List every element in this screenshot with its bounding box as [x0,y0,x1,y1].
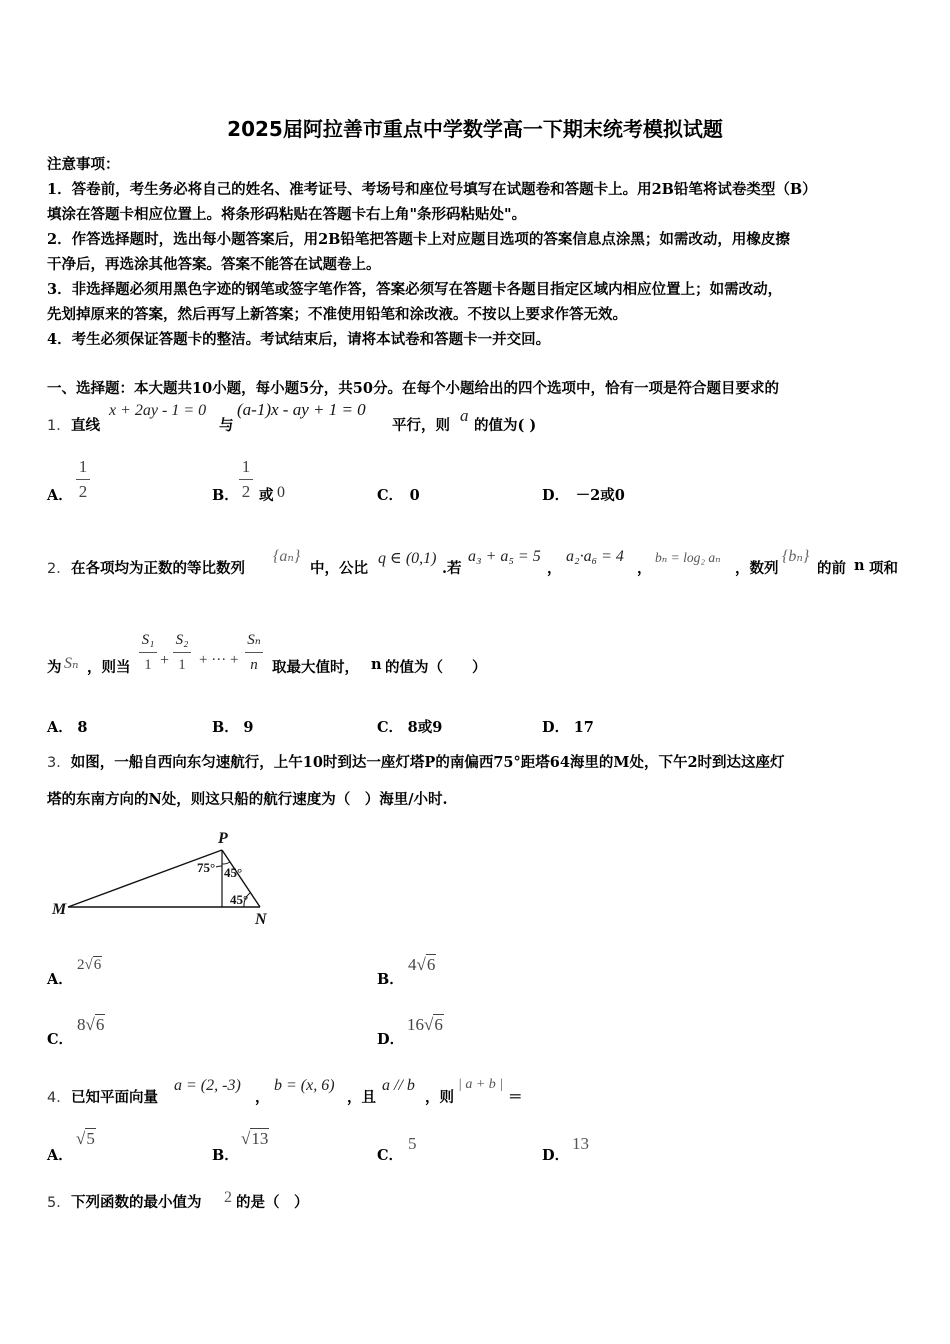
q2-sequence-b: {bₙ} [782,548,810,565]
q3-label-n: N [255,911,267,927]
q1-var-a: a [460,406,469,425]
q4-option-b[interactable] [212,1128,362,1162]
q4-options [47,1128,907,1164]
q3-angle-45-top: 45° [224,865,243,880]
q3-option-a-value: 2√6 [77,957,102,973]
q4-vector-a: a = (2, -3) [174,1077,241,1094]
q1-line-eq-2: (a-1)x - ay + 1 = 0 [237,400,366,419]
q1-option-d[interactable] [542,484,625,505]
q2-text-8: 项和 [869,560,898,577]
q4-option-b-label: B． [212,1147,239,1164]
q3-label-m: M [52,901,67,918]
q1-option-b-fraction [239,457,253,502]
q1-option-a-fraction [76,457,90,502]
notice-line-1: 1．答卷前，考生务必将自己的姓名、准考证号、考场号和座位号填写在试题卷和答题卡上。用2B铅笔将试卷类型（B） [47,181,817,198]
q2-fraction-2 [173,630,191,675]
q3-option-d[interactable] [377,1013,677,1048]
q2-fraction-3 [245,630,263,675]
q1-option-b-denominator: 2 [241,482,251,501]
radicand: 6 [93,957,102,973]
q2-option-b-value: 9 [243,719,254,736]
q2-option-a-value: 8 [77,719,88,736]
q3-option-a[interactable] [47,955,347,988]
q4-option-c[interactable] [377,1128,527,1162]
q2-text-11: 取最大值时， [272,659,359,676]
fraction-bar [239,479,253,480]
question-5 [47,1190,447,1214]
q2-fraction-1 [139,630,157,675]
q1-text-1: 直线 [71,417,100,434]
q1-option-d-label: D． [542,487,570,504]
coefficient: 4 [408,955,417,974]
exam-title: 2025届阿拉善市重点中学数学高一下期末统考模拟试题 [227,117,723,141]
q2-sum-s: Sₙ [64,655,79,672]
q1-options [47,455,907,515]
q1-option-a-denominator: 2 [78,482,88,501]
q2-text-3: .若 [442,560,462,577]
q3-angle-75: 75° [197,860,216,875]
q2-fraction-1-denominator: 1 [144,657,152,673]
q2-text-7: 的前 [817,560,846,577]
q1-line-eq-1: x + 2ay - 1 = 0 [109,402,207,419]
question-3-line-1 [47,751,785,772]
q2-text-10: ，则当 [87,659,131,676]
coefficient: 8 [77,1015,86,1034]
q4-option-d[interactable] [542,1128,692,1162]
notice-line-3b: 先划掉原来的答案，然后再写上新答案；不准使用铅笔和涂改液。不按以上要求作答无效。 [47,306,627,323]
q2-option-d-value: 17 [573,719,594,736]
q4-magnitude: | a + b | [458,1077,504,1092]
q3-option-d-value: 16√6 [407,1015,443,1034]
q4-vector-b: b = (x, 6) [274,1077,335,1094]
q3-angle-45-bottom: 45° [230,892,249,907]
q4-option-c-label: C． [377,1147,404,1164]
q2-option-a-label: A． [47,719,73,736]
q1-option-a-numerator: 1 [78,457,88,476]
q4-option-c-value: 5 [408,1134,417,1153]
q2-fraction-3-denominator: n [250,657,258,673]
radicand: 6 [426,955,436,974]
q4-text-2: ， [255,1089,270,1106]
q1-text-4: 的值为( ) [474,417,537,434]
q3-option-d-label: D． [377,1031,405,1048]
q2-option-b[interactable] [212,716,253,737]
q3-arc-75 [216,866,222,867]
notice-line-4: 4．考生必须保证答题卡的整洁。考试结束后，请将本试卷和答题卡一并交回。 [47,331,551,348]
q1-option-b-label: B． [212,487,239,504]
q2-option-d[interactable] [542,716,594,737]
notice-line-2b: 干净后，再选涂其他答案。答案不能答在试题卷上。 [47,256,381,273]
q2-plus: + [160,652,170,669]
q4-parallel: a // b [382,1077,415,1094]
q4-option-b-value: √13 [241,1129,269,1148]
q4-number: 4． [47,1090,71,1106]
q3-options [47,955,907,1055]
q2-number: 2． [47,561,71,577]
q3-option-a-label: A． [47,971,73,988]
q1-option-c-label: C． [377,487,404,504]
q2-text-n-2: n [371,656,382,673]
q5-text-2: 的是（ ） [236,1194,309,1211]
q3-text-2: 塔的东南方向的N处，则这只船的航行速度为（ ）海里/小时. [47,791,448,808]
q5-number: 5． [47,1195,71,1211]
q2-text-4: ， [547,560,562,577]
q4-text-5: ＝ [508,1089,523,1106]
notice-heading: 注意事项： [47,156,120,173]
q1-option-a-label: A． [47,487,73,504]
q2-text-9: 为 [47,659,62,676]
q2-fraction-1-numerator: S₁ [141,632,155,648]
q1-option-d-value: －2或0 [575,487,625,504]
q4-option-d-label: D． [542,1147,570,1164]
q2-options [47,716,907,736]
notice-line-1b: 填涂在答题卡相应位置上。将条形码粘贴在答题卡右上角"条形码粘贴处"。 [47,206,527,223]
q2-bn-def: bₙ = log₂ aₙ [655,550,721,565]
coefficient: 16 [407,1015,424,1034]
q2-sequence-a: {aₙ} [273,548,301,565]
q2-fraction-3-numerator: Sₙ [247,632,261,648]
q2-text-6: ，数列 [735,560,779,577]
q2-text-1: 在各项均为正数的等比数列 [71,560,245,577]
fraction-bar [245,652,263,653]
radicand: 5 [86,1129,95,1148]
q1-text-3: 平行，则 [392,417,450,434]
question-2-line-1 [47,540,907,580]
q3-label-p: P [218,830,228,847]
q3-number: 3． [47,755,71,771]
q2-option-c-value: 8或9 [407,719,443,736]
q4-option-a-value: √5 [76,1129,95,1148]
q4-text-4: ，则 [425,1089,454,1106]
question-2-line-2 [47,628,907,680]
radicand: 6 [434,1015,443,1034]
q3-arc-45-top [222,862,230,864]
q2-option-d-label: D． [542,719,570,736]
q2-text-n-1: n [854,557,865,574]
q2-dots: + ··· + [199,652,239,668]
q1-option-b-numerator: 1 [241,457,251,476]
q3-option-b-label: B． [377,971,404,988]
q2-option-c-label: C． [377,719,404,736]
q3-option-b-value: 4√6 [408,955,436,974]
notice-line-3: 3．非选择题必须用黑色字迹的钢笔或签字笔作答，答案必须写在答题卡各题目指定区域内相应位置上；如需改动， [47,281,783,298]
radicand: 6 [95,1015,105,1034]
q2-option-c[interactable] [377,716,442,737]
q1-text-2: 与 [219,417,234,434]
q2-condition-2: a₂·a₆ = 4 [566,548,624,565]
q2-text-12: 的值为（ ） [385,659,487,676]
q4-option-d-value: 13 [572,1134,589,1153]
q1-number: 1． [47,418,71,434]
q1-option-b-zero: 0 [277,484,285,501]
q3-option-c-value: 8√6 [77,1015,105,1034]
radicand: 13 [251,1129,269,1148]
fraction-bar [139,652,157,653]
q1-option-b-or: 或 [259,487,274,504]
q4-text-3: ，且 [347,1089,376,1106]
q2-condition-1: a₃ + a₅ = 5 [468,548,541,565]
q3-option-b[interactable] [377,955,677,988]
q5-text-1: 下列函数的最小值为 [71,1194,202,1211]
section-heading: 一、选择题：本大题共10小题，每小题5分，共50分。在每个小题给出的四个选项中，恰有一项是符合题目要求的 [47,380,779,397]
q4-option-a[interactable] [47,1128,197,1162]
q2-ratio-range: q ∈ (0,1) [378,550,437,567]
q3-option-c-label: C． [47,1031,74,1048]
q5-min-value: 2 [224,1189,232,1206]
q2-text-5: ， [637,560,652,577]
q2-text-2: 中，公比 [310,560,368,577]
q2-fraction-2-denominator: 1 [178,657,186,673]
q3-line-mp [68,850,222,907]
fraction-bar [76,479,90,480]
q3-triangle-figure [50,827,290,927]
q2-option-b-label: B． [212,719,239,736]
q2-fraction-2-numerator: S₂ [175,632,189,648]
fraction-bar [173,652,191,653]
q3-text-1: 如图，一船自西向东匀速航行，上午10时到达一座灯塔P的南偏西75°距塔64海里的M处，下午2时到达这座灯 [70,754,785,771]
q2-option-a[interactable] [47,716,87,737]
q3-option-c[interactable] [47,1013,347,1048]
q4-option-a-label: A． [47,1147,73,1164]
coefficient: 2 [77,957,85,973]
question-4 [47,1073,907,1106]
q1-option-c[interactable] [377,484,420,505]
q1-option-c-value: 0 [409,487,420,504]
q4-text-1: 已知平面向量 [71,1089,158,1106]
notice-line-2: 2．作答选择题时，选出每小题答案后，用2B铅笔把答题卡上对应题目选项的答案信息点涂黑；如需改动，用橡皮擦 [47,231,790,248]
